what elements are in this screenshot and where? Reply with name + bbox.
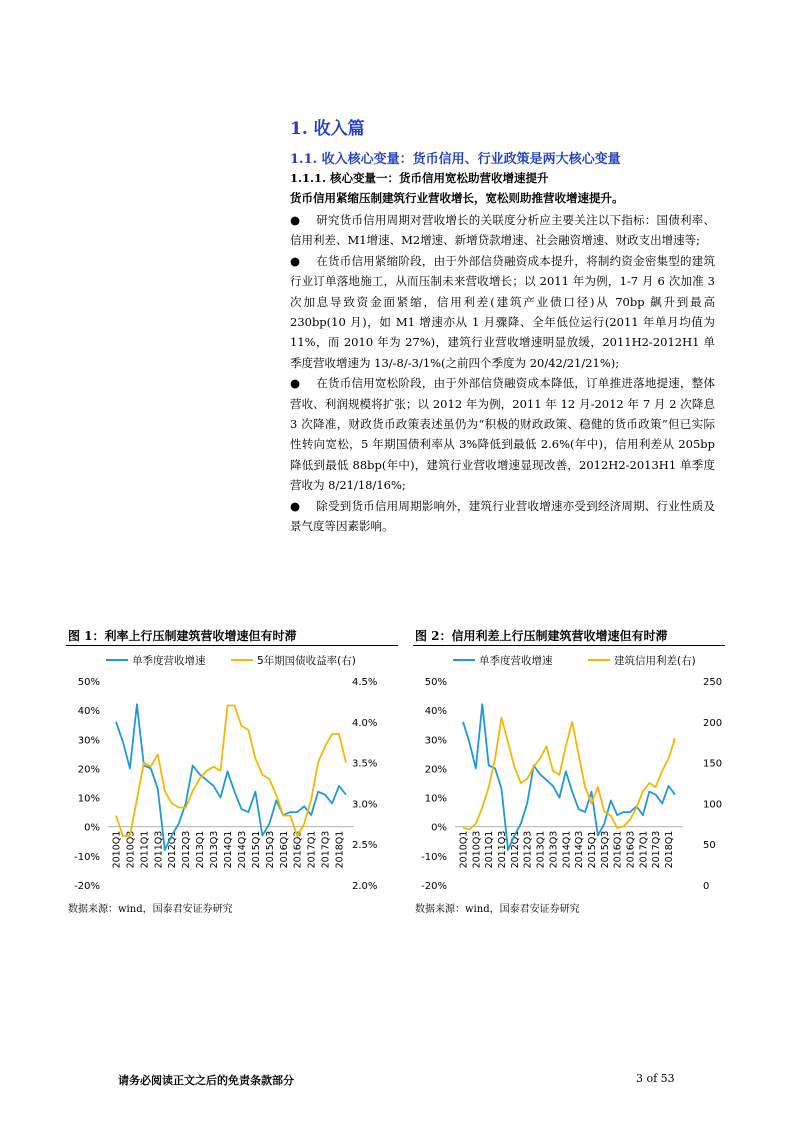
figure-1-title: 图 1：利率上行压制建筑营收增速但有时滞: [68, 629, 297, 643]
y-right-tick-label: 4.0%: [352, 717, 378, 729]
bullet-dot-icon: ●: [290, 253, 301, 268]
figure-2-source: 数据来源：wind，国泰君安证券研究: [415, 904, 580, 915]
bullet-dot-icon: ●: [290, 376, 301, 391]
y-left-tick-label: 50%: [77, 677, 100, 688]
figure-2-rule: [413, 645, 725, 646]
bullet-dot-icon: ●: [290, 213, 301, 227]
figure-2-chart: [413, 648, 725, 898]
x-tick-label: 2013Q1: [535, 830, 547, 869]
y-left-tick-label: 10%: [77, 793, 100, 805]
y-left-tick-label: 40%: [77, 706, 100, 718]
x-tick-label: 2012Q1: [509, 830, 521, 869]
x-tick-label: 2014Q3: [574, 830, 586, 869]
x-tick-label: 2016Q3: [292, 830, 304, 869]
y-left-tick-label: 0%: [431, 822, 447, 834]
bullet-item: ● 在货币信用紧缩阶段，由于外部信贷融资成本提升，将制约资金密集型的建筑行业订单落地施工，从而压制未来营收增长；以 2011 年为例，1-7 月 6 次加准 3 次加息导致资金面紧缩，信用利差(建筑产业债口径)从 70bp 飙升到最高 230bp(10 月)，如 M1 增速亦从 1 月骤降、全年低位运行(2011 年单月均值为 11%，而 2010 年为 27%)，建筑行业营收增速明显放缓，2011H2-2012H1 单季度营收增速为 13/-8/-3/1%(之前四个季度为 20/42/21/21%);: [290, 251, 715, 373]
y-left-tick-label: 10%: [424, 793, 447, 805]
legend-label: 建筑信用利差(右): [614, 655, 696, 667]
x-tick-label: 2012Q1: [167, 830, 179, 869]
figure-1-source: 数据来源：wind，国泰君安证券研究: [68, 904, 233, 915]
bullet-item: ● 在货币信用宽松阶段，由于外部信贷融资成本降低，订单推进落地提速，整体营收、利润规模将扩张；以 2012 年为例，2011 年 12 月-2012 年 7 月 2 次降息 3 次降准，财政货币政策表述虽仍为“积极的财政政策、稳健的货币政策”但已实际性转向宽松，5 年期国债利率从 3%降低到最低 2.6%(年中)，信用利差从 205bp 降低到最低 88bp(年中)，建筑行业营收增速显现改善，2012H2-2013H1 单季度营收为 8/21/18/16%;: [290, 373, 715, 495]
y-left-tick-label: 50%: [424, 677, 447, 688]
x-tick-label: 2017Q1: [306, 830, 318, 869]
x-tick-label: 2011Q1: [139, 830, 151, 869]
x-tick-label: 2018Q1: [664, 830, 676, 869]
legend-label: 5年期国债收益率(右): [257, 655, 356, 667]
figure-2-title: 图 2：信用利差上行压制建筑营收增速但有时滞: [415, 629, 668, 643]
x-tick-label: 2014Q1: [561, 830, 573, 869]
x-tick-label: 2010Q1: [458, 830, 470, 869]
subsection-heading: 1.1. 收入核心变量：货币信用、行业政策是两大核心变量: [290, 152, 621, 167]
y-left-tick-label: -20%: [421, 881, 447, 892]
y-left-tick-label: -10%: [74, 851, 100, 863]
x-tick-label: 2015Q1: [250, 830, 262, 869]
x-tick-label: 2017Q3: [651, 830, 663, 869]
bullet-item: ● 除受到货币信用周期影响外，建筑行业营收增速亦受到经济周期、行业性质及景气度等因素影响。: [290, 496, 715, 537]
y-left-tick-label: 30%: [77, 735, 100, 747]
y-left-tick-label: -20%: [74, 881, 100, 892]
x-tick-label: 2010Q1: [111, 830, 123, 869]
subsubsection-heading: 1.1.1. 核心变量一：货币信用宽松助营收增速提升: [290, 171, 549, 185]
lead-sentence: 货币信用紧缩压制建筑行业营收增长，宽松则助推营收增速提升。: [290, 191, 624, 205]
x-tick-label: 2017Q1: [638, 830, 650, 869]
figure-1-rule: [66, 645, 398, 646]
x-tick-label: 2010Q3: [125, 830, 137, 869]
x-tick-label: 2018Q1: [334, 830, 346, 869]
x-tick-label: 2013Q3: [548, 830, 560, 869]
x-tick-label: 2011Q3: [497, 830, 509, 869]
x-tick-label: 2016Q1: [278, 830, 290, 869]
y-right-tick-label: 4.5%: [352, 677, 378, 688]
series-line: [463, 704, 675, 850]
x-tick-label: 2012Q3: [522, 830, 534, 869]
y-right-tick-label: 50: [703, 840, 716, 852]
x-tick-label: 2015Q1: [586, 830, 598, 869]
x-tick-label: 2012Q3: [181, 830, 193, 869]
y-right-tick-label: 2.0%: [352, 881, 378, 892]
bullet-item: ● 研究货币信用周期对营收增长的关联度分析应主要关注以下指标：国债利率、信用利差、M1增速、M2增速、新增贷款增速、社会融资增速、财政支出增速等;: [290, 210, 715, 251]
x-tick-label: 2013Q3: [209, 830, 221, 869]
series-line: [116, 706, 346, 837]
y-right-tick-label: 3.5%: [352, 758, 378, 770]
y-right-tick-label: 150: [703, 758, 723, 770]
y-left-tick-label: 20%: [77, 764, 100, 776]
x-tick-label: 2011Q3: [153, 830, 165, 869]
page-number: 3 of 53: [636, 1072, 675, 1085]
y-right-tick-label: 0: [703, 881, 710, 892]
x-tick-label: 2010Q3: [471, 830, 483, 869]
section-heading: 1. 收入篇: [290, 119, 365, 139]
y-right-tick-label: 200: [703, 717, 723, 729]
x-tick-label: 2017Q3: [320, 830, 332, 869]
y-left-tick-label: 20%: [424, 764, 447, 776]
x-tick-label: 2015Q3: [264, 830, 276, 869]
y-right-tick-label: 100: [703, 799, 723, 811]
y-left-tick-label: 0%: [84, 822, 100, 834]
x-tick-label: 2016Q3: [625, 830, 637, 869]
footer-disclaimer: 请务必阅读正文之后的免责条款部分: [118, 1074, 294, 1087]
legend-label: 单季度营收增速: [132, 655, 206, 667]
figure-1-chart: [66, 648, 398, 898]
y-left-tick-label: 30%: [424, 735, 447, 747]
legend-label: 单季度营收增速: [479, 655, 553, 667]
y-left-tick-label: -10%: [421, 851, 447, 863]
series-line: [116, 704, 346, 850]
x-tick-label: 2015Q3: [599, 830, 611, 869]
y-right-tick-label: 2.5%: [352, 840, 378, 852]
x-tick-label: 2013Q1: [195, 830, 207, 869]
x-tick-label: 2011Q1: [484, 830, 496, 869]
bullet-list: [290, 210, 715, 537]
bullet-dot-icon: ●: [290, 498, 301, 513]
x-tick-label: 2014Q1: [223, 830, 235, 869]
x-tick-label: 2016Q1: [612, 830, 624, 869]
y-left-tick-label: 40%: [424, 706, 447, 718]
y-right-tick-label: 250: [703, 677, 723, 688]
y-right-tick-label: 3.0%: [352, 799, 378, 811]
x-tick-label: 2014Q3: [236, 830, 248, 869]
